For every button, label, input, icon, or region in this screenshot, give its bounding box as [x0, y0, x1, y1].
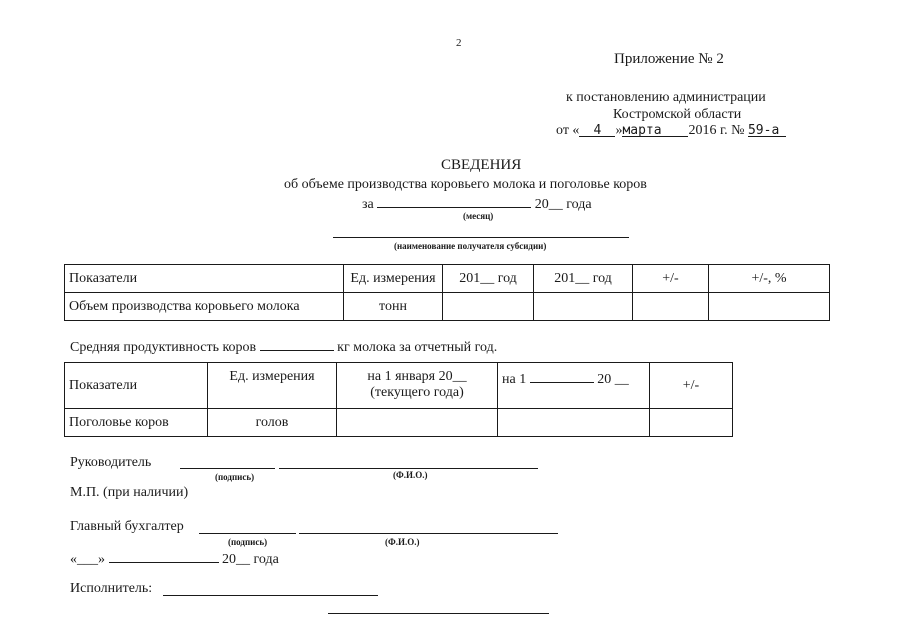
row-unit: голов — [208, 409, 337, 437]
productivity-line — [70, 337, 497, 356]
executor-extra-line[interactable] — [328, 613, 549, 614]
productivity-prefix: Средняя продуктивность коров — [70, 340, 257, 355]
head-label: Руководитель — [70, 455, 152, 470]
head-fio-field[interactable] — [279, 468, 538, 469]
row-indicator: Поголовье коров — [65, 409, 208, 437]
document-subtitle: об объеме производства коровьего молока и поголовье коров — [284, 177, 647, 192]
productivity-field[interactable] — [260, 337, 334, 351]
header-on-1 — [498, 363, 650, 409]
milk-production-table — [64, 264, 830, 321]
recipient-field[interactable] — [333, 237, 629, 238]
header-indicators: Показатели — [65, 265, 344, 293]
header-diff-percent: +/-, % — [709, 265, 830, 293]
date-year: 20__ года — [222, 552, 279, 567]
header-year-2: 201__ год — [534, 265, 633, 293]
date-open: « — [70, 552, 77, 567]
month-caption: (месяц) — [463, 211, 494, 221]
header-diff: +/- — [633, 265, 709, 293]
livestock-table — [64, 362, 733, 437]
appendix-line-1: к постановлению администрации — [566, 90, 766, 105]
header-jan-line-2: (текущего года) — [370, 385, 464, 400]
accountant-label: Главный бухгалтер — [70, 519, 184, 534]
table-header-row — [65, 265, 830, 293]
row-year-2-cell[interactable] — [534, 293, 633, 321]
date-year: 2016 г. № — [688, 123, 745, 138]
row-diff-percent-cell[interactable] — [709, 293, 830, 321]
appendix-line-2: Костромской области — [613, 107, 742, 122]
document-title: СВЕДЕНИЯ — [441, 157, 522, 173]
row-year-1-cell[interactable] — [443, 293, 534, 321]
header-diff: +/- — [650, 363, 733, 409]
header-jan — [337, 363, 498, 409]
page-number: 2 — [456, 37, 462, 49]
row-indicator: Объем производства коровьего молока — [65, 293, 344, 321]
row-diff-cell[interactable] — [650, 409, 733, 437]
header-on-1-blank — [530, 369, 594, 383]
day-blank: ___ — [77, 552, 98, 567]
period-suffix: 20__ года — [534, 197, 592, 212]
executor-field[interactable] — [163, 595, 378, 596]
accountant-fio-caption: (Ф.И.О.) — [385, 537, 420, 547]
date-mid: » — [615, 123, 623, 138]
date-month-field[interactable] — [109, 549, 219, 563]
decree-number: 59-а — [748, 123, 786, 137]
header-on-1-suffix: 20 __ — [597, 372, 629, 387]
accountant-signature-field[interactable] — [199, 533, 296, 534]
head-signature-field[interactable] — [180, 468, 275, 469]
header-unit: Ед. измерения — [344, 265, 443, 293]
table-row — [65, 293, 830, 321]
table-header-row — [65, 363, 733, 409]
date-day: 4 — [579, 123, 615, 137]
accountant-signature-caption: (подпись) — [228, 537, 268, 547]
accountant-fio-field[interactable] — [299, 533, 558, 534]
period-prefix: за — [362, 197, 374, 212]
date-month: марта — [622, 123, 688, 137]
month-field[interactable] — [377, 194, 531, 208]
executor-label: Исполнитель: — [70, 581, 153, 596]
signature-date-line — [70, 549, 279, 568]
header-indicators: Показатели — [65, 363, 208, 409]
row-unit: тонн — [344, 293, 443, 321]
header-year-1: 201__ год — [443, 265, 534, 293]
stamp-note: М.П. (при наличии) — [70, 485, 189, 500]
head-signature-caption: (подпись) — [215, 472, 255, 482]
header-on-1-prefix: на 1 — [502, 372, 527, 387]
header-unit: Ед. измерения — [208, 363, 337, 409]
appendix-date-line — [556, 123, 786, 139]
row-diff-cell[interactable] — [633, 293, 709, 321]
appendix-title: Приложение № 2 — [614, 51, 724, 67]
row-on-1-cell[interactable] — [498, 409, 650, 437]
header-jan-line-1: на 1 января 20__ — [367, 369, 467, 384]
head-fio-caption: (Ф.И.О.) — [393, 470, 428, 480]
productivity-suffix: кг молока за отчетный год. — [337, 340, 498, 355]
date-close: » — [98, 552, 105, 567]
date-prefix: от « — [556, 123, 580, 138]
row-jan-cell[interactable] — [337, 409, 498, 437]
table-row — [65, 409, 733, 437]
recipient-caption: (наименование получателя субсидии) — [394, 241, 547, 251]
